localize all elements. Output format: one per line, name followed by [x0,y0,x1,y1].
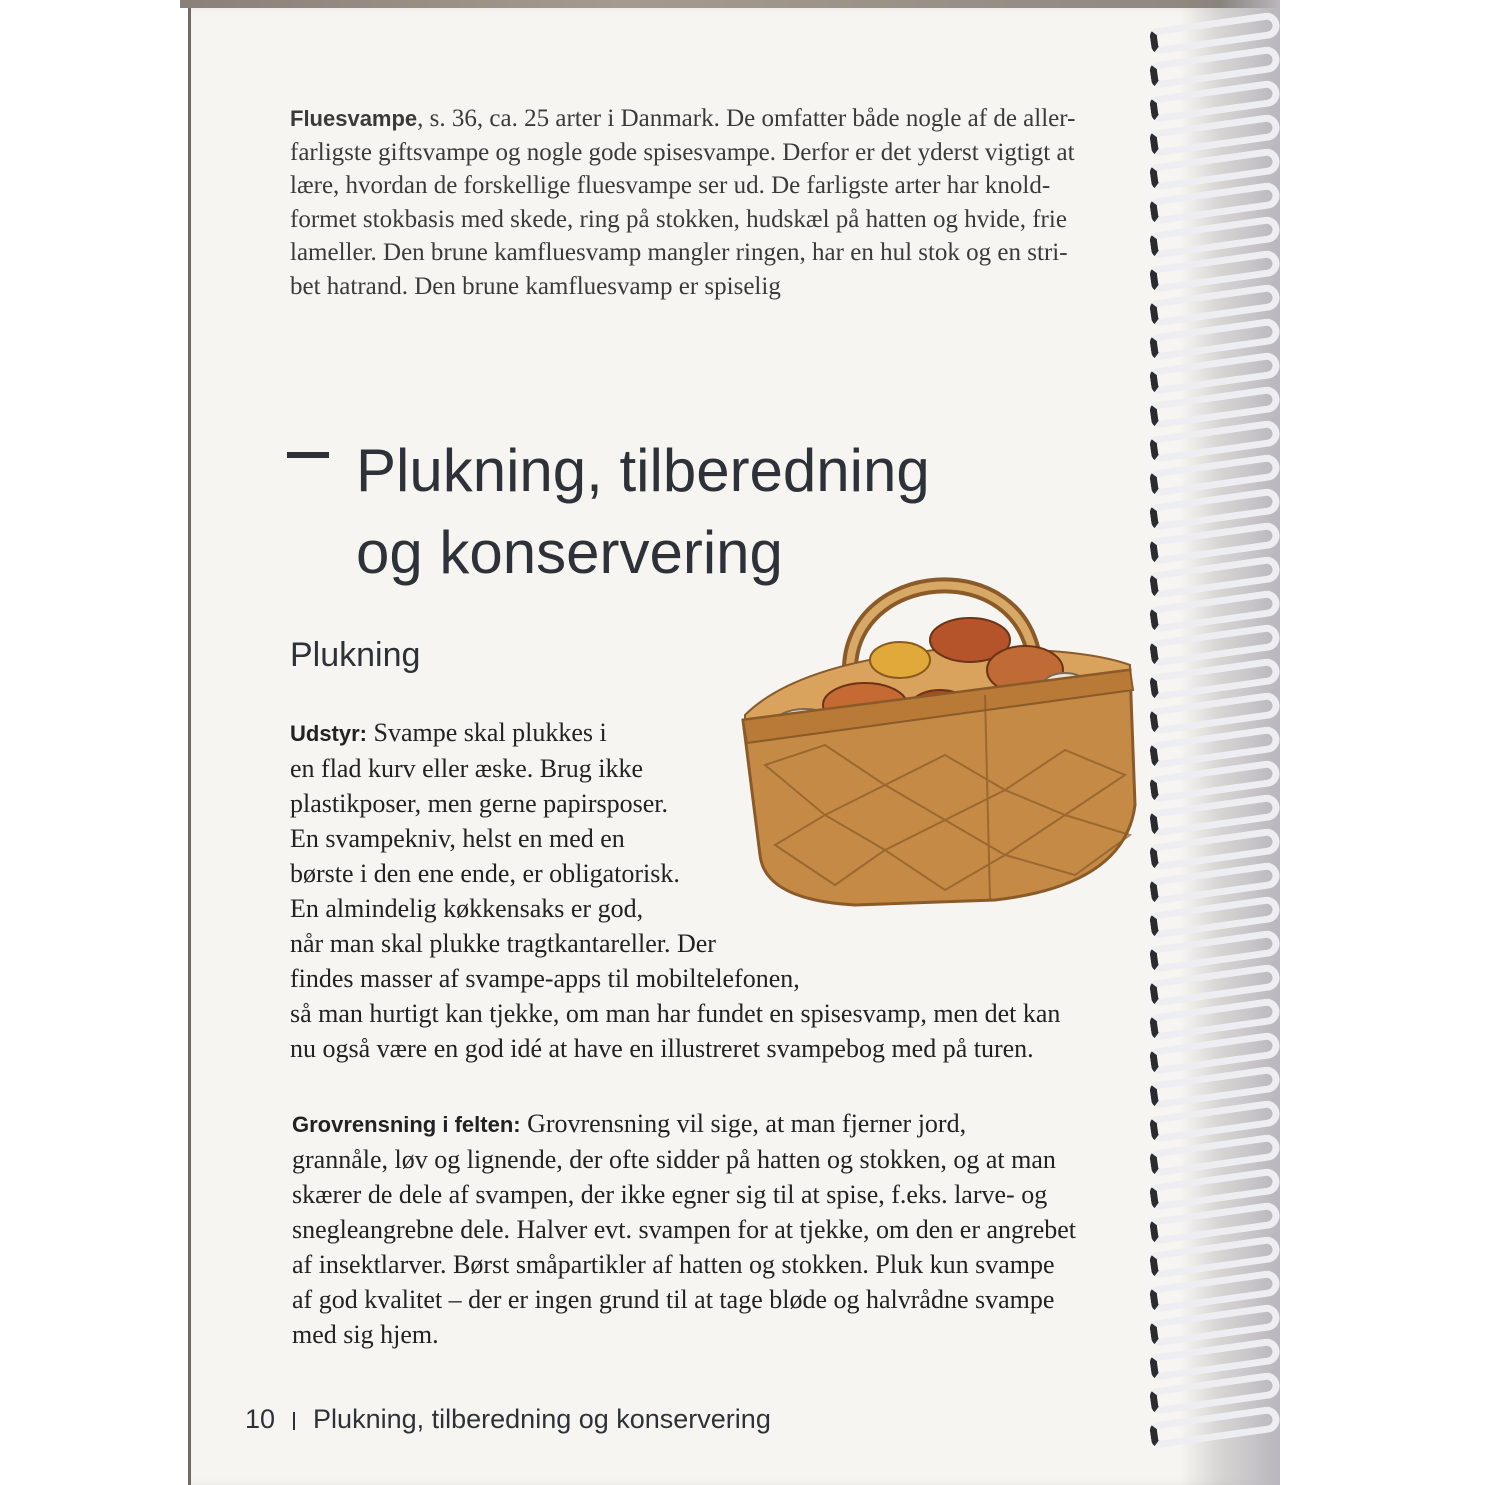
grovrensning-line: skærer de dele af svampen, der ikke egner sig til at spise, f.eks. larve- og [292,1180,1048,1209]
background-left [0,0,188,1485]
intro-line: farligste giftsvampe og nogle gode spisesvampe. Derfor er det yderst vigtigt at [290,138,1075,166]
running-title: Plukning, tilberedning og konservering [313,1404,771,1434]
spiral-binding [1150,20,1285,1460]
grovrensning-paragraph [292,1106,1152,1352]
udstyr-line: En svampekniv, helst en med en [290,824,625,853]
udstyr-line: en flad kurv eller æske. Brug ikke [290,754,644,783]
section-heading: Plukning [290,636,421,674]
intro-line: , s. 36, ca. 25 arter i Danmark. De omfatter både nogle af de aller- [417,105,1076,132]
footer-separator [293,1412,295,1430]
udstyr-line: så man hurtigt kan tjekke, om man har fundet en spisesvamp, men det kan [290,999,1061,1028]
grovrensning-line: snegleangrebne dele. Halver evt. svampen for at tjekke, om den er angrebet [292,1215,1076,1244]
chapter-title-line2: og konservering [356,519,783,586]
udstyr-label: Udstyr: [290,721,368,746]
udstyr-line: En almindelig køkkensaks er god, [290,894,644,923]
udstyr-paragraph [290,715,1140,1066]
page-edge [188,8,191,1485]
grovrensning-line: af insektlarver. Børst småpartikler af hatten og stokken. Pluk kun svampe [292,1250,1055,1279]
grovrensning-line: Grovrensning vil sige, at man fjerner jord, [520,1109,967,1138]
grovrensning-line: med sig hjem. [292,1320,439,1349]
chapter-dash [287,452,329,458]
grovrensning-line: af god kvalitet – der er ingen grund til at tage bløde og halvrådne svampe [292,1285,1055,1314]
intro-line: formet stokbasis med skede, ring på stokken, hudskæl på hatten og hvide, frie [290,205,1067,233]
udstyr-line: når man skal plukke tragtkantareller. Der [290,929,716,958]
page-number: 10 [245,1404,276,1434]
udstyr-line: plastikposer, men gerne papirsposer. [290,789,669,818]
chapter-title-line1: Plukning, tilberedning [356,437,930,504]
intro-line: lære, hvordan de forskellige fluesvampe ser ud. De farligste arter har knold- [290,172,1051,200]
udstyr-line: Svampe skal plukkes i [367,718,607,747]
desk-strip [180,0,1280,8]
intro-paragraph [290,102,1100,304]
udstyr-line: børste i den ene ende, er obligatorisk. [290,859,680,888]
page-footer [245,1404,771,1435]
grovrensning-line: grannåle, løv og lignende, der ofte sidder på hatten og stokken, og at man [292,1145,1056,1174]
intro-line: bet hatrand. Den brune kamfluesvamp er spiselig [290,272,781,300]
intro-term: Fluesvampe [290,106,418,131]
intro-line: lameller. Den brune kamfluesvamp mangler ringen, har en hul stok og en stri- [290,239,1068,267]
udstyr-line: nu også være en god idé at have en illustreret svampebog med på turen. [290,1034,1034,1063]
grovrensning-label: Grovrensning i felten: [292,1112,521,1137]
udstyr-line: findes masser af svampe-apps til mobiltelefonen, [290,964,800,993]
